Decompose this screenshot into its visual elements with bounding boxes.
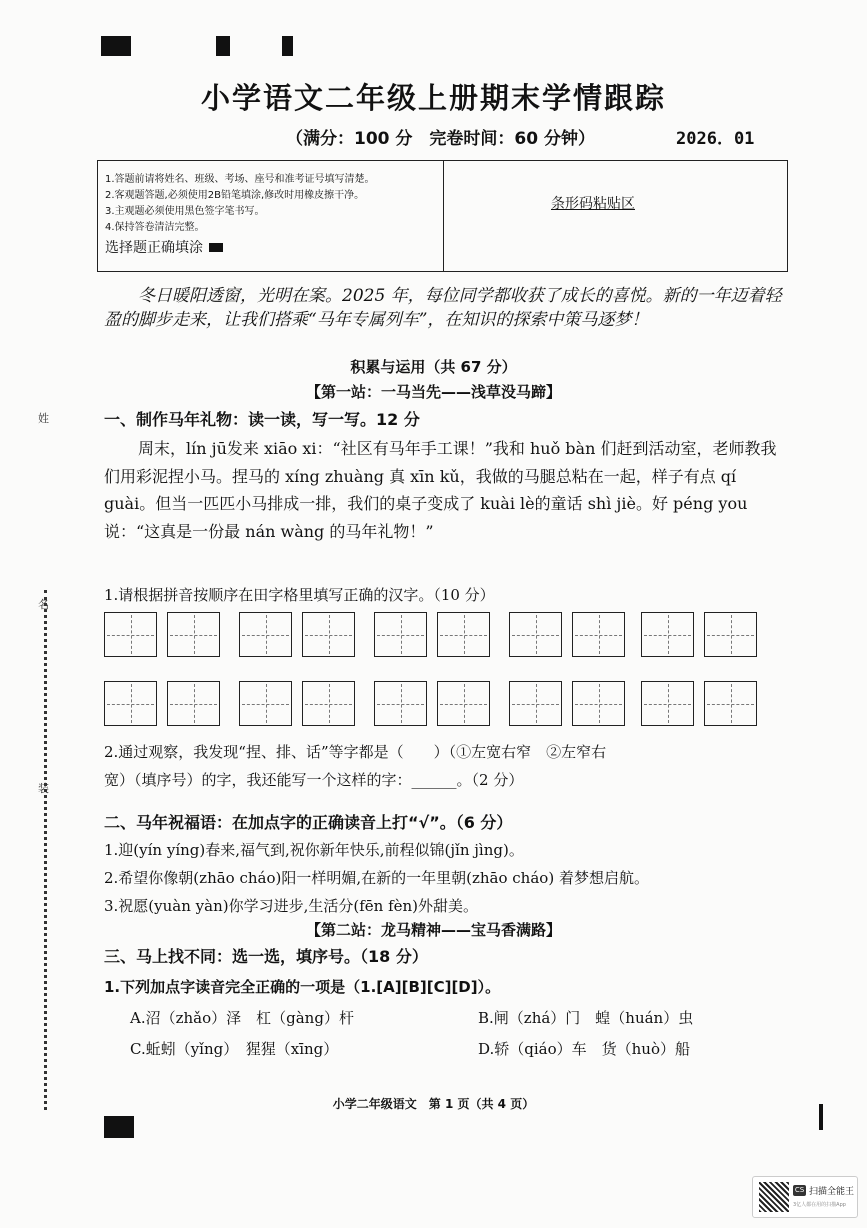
grid-cell[interactable] xyxy=(302,612,355,657)
side-label: 装 xyxy=(38,782,49,795)
question-3-1: 1.下列加点字读音完全正确的一项是（1.[A][B][C][D]）。 xyxy=(104,978,501,996)
instruction-item: 3.主观题必须使用黑色签字笔书写。 xyxy=(105,206,265,217)
question-1-2-line-1: 2.通过观察，我发现“捏、排、话”等字都是（ ）（①左宽右窄 ②左窄右 xyxy=(104,743,607,761)
registration-mark-3 xyxy=(282,36,293,56)
section-heading: 积累与运用（共 67 分） xyxy=(350,358,517,376)
scanner-sub: 3亿人都在用的扫描App xyxy=(793,1202,846,1208)
grid-cell[interactable] xyxy=(509,612,562,657)
grid-cell[interactable] xyxy=(704,612,757,657)
barcode-label: 条形码粘贴区 xyxy=(551,196,635,212)
instruction-item: 2.客观题答题,必须使用2B铅笔填涂,修改时用橡皮擦干净。 xyxy=(105,190,365,201)
option-b[interactable]: B.闸（zhá）门 蝗（huán）虫 xyxy=(478,1009,694,1027)
passage xyxy=(104,435,786,545)
instruction-list xyxy=(98,161,444,271)
camscanner-logo-icon: CS xyxy=(794,1186,805,1194)
exam-subtitle: （满分：100 分 完卷时间：60 分钟） xyxy=(286,129,595,149)
grid-cell[interactable] xyxy=(641,681,694,726)
grid-cell[interactable] xyxy=(437,612,490,657)
intro-text: 冬日暖阳透窗，光明在案。2025 年，每位同学都收获了成长的喜悦。新的一年迈着轻盈的脚步走来，让我们搭乘“马年专属列车”，在知识的探索中策马逐梦！ xyxy=(104,286,782,330)
grid-cell[interactable] xyxy=(572,681,625,726)
side-label: 姓 xyxy=(38,412,49,425)
registration-mark-4 xyxy=(104,1116,134,1138)
question-1-2-line-2: 宽）（填序号）的字，我还能写一个这样的字：______。（2 分） xyxy=(104,771,524,789)
fill-example-label: 选择题正确填涂 xyxy=(105,240,203,256)
registration-mark-2 xyxy=(216,36,230,56)
grid-cell[interactable] xyxy=(704,681,757,726)
barcode-area xyxy=(446,161,787,271)
question-3-title: 三、马上找不同：选一选，填序号。（18 分） xyxy=(104,947,428,966)
grid-cell[interactable] xyxy=(641,612,694,657)
grid-cell[interactable] xyxy=(239,612,292,657)
blessing-line: 2.希望你像朝(zhāo cháo)阳一样明媚,在新的一年里朝(zhāo cháo) 着梦想启航。 xyxy=(104,869,649,887)
grid-cell[interactable] xyxy=(302,681,355,726)
grid-cell[interactable] xyxy=(374,681,427,726)
qr-code-icon xyxy=(759,1182,789,1212)
option-d[interactable]: D.轿（qiáo）车 货（huò）船 xyxy=(478,1040,690,1058)
fill-example xyxy=(105,240,443,256)
question-2-title: 二、马年祝福语：在加点字的正确读音上打“√”。（6 分） xyxy=(104,813,513,832)
option-c[interactable]: C.蚯蚓（yǐng） 猩猩（xīng） xyxy=(130,1040,339,1058)
grid-cell[interactable] xyxy=(104,681,157,726)
grid-cell[interactable] xyxy=(374,612,427,657)
grid-cell[interactable] xyxy=(167,612,220,657)
station-2-heading: 【第二站：龙马精神——宝马香满路】 xyxy=(305,921,561,939)
grid-cell[interactable] xyxy=(437,681,490,726)
question-1-title: 一、制作马年礼物：读一读，写一写。12 分 xyxy=(104,410,420,429)
grid-cell[interactable] xyxy=(167,681,220,726)
page-title: 小学语文二年级上册期末学情跟踪 xyxy=(200,81,666,115)
exam-date: 2026．01 xyxy=(676,129,755,149)
instruction-box xyxy=(97,160,788,272)
page-footer: 小学二年级语文 第 1 页（共 4 页） xyxy=(332,1097,535,1111)
instruction-item: 4.保持答卷清洁完整。 xyxy=(105,222,205,233)
registration-mark-1 xyxy=(101,36,131,56)
grid-cell[interactable] xyxy=(509,681,562,726)
passage-text: 周末，lín jū发来 xiāo xi：“社区有马年手工课！”我和 huǒ bàn 们赶到活动室，老师教我们用彩泥捏小马。捏马的 xíng zhuàng 真 xīn kǔ，我做的马腿总粘在一起，样子有点 qí guài。但当一匹匹小马排成一排，我们的桌子变成了 kuài lè的童话 shì jiè。好 péng you 说：“这真是一份最 nán wàng 的马年礼物！” xyxy=(104,439,777,541)
grid-cell[interactable] xyxy=(572,612,625,657)
question-1-1: 1.请根据拼音按顺序在田字格里填写正确的汉字。（10 分） xyxy=(104,586,495,604)
filled-bubble-icon xyxy=(209,243,223,252)
intro-paragraph xyxy=(104,284,784,332)
blessing-line: 3.祝愿(yuàn yàn)你学习进步,生活分(fēn fèn)外甜美。 xyxy=(104,897,479,915)
scanner-label: 扫描全能王 xyxy=(809,1187,855,1197)
option-a[interactable]: A.沼（zhǎo）泽 杠（gàng）杆 xyxy=(130,1009,354,1027)
scanner-badge xyxy=(752,1176,858,1218)
instruction-item: 1.答题前请将姓名、班级、考场、座号和准考证号填写清楚。 xyxy=(105,174,375,185)
binding-line xyxy=(44,590,47,1110)
side-label: 名 xyxy=(38,598,49,611)
station-1-heading: 【第一站：一马当先——浅草没马蹄】 xyxy=(305,383,561,401)
blessing-line: 1.迎(yín yíng)春来,福气到,祝你新年快乐,前程似锦(jǐn jìng)。 xyxy=(104,841,524,859)
grid-cell[interactable] xyxy=(104,612,157,657)
grid-cell[interactable] xyxy=(239,681,292,726)
